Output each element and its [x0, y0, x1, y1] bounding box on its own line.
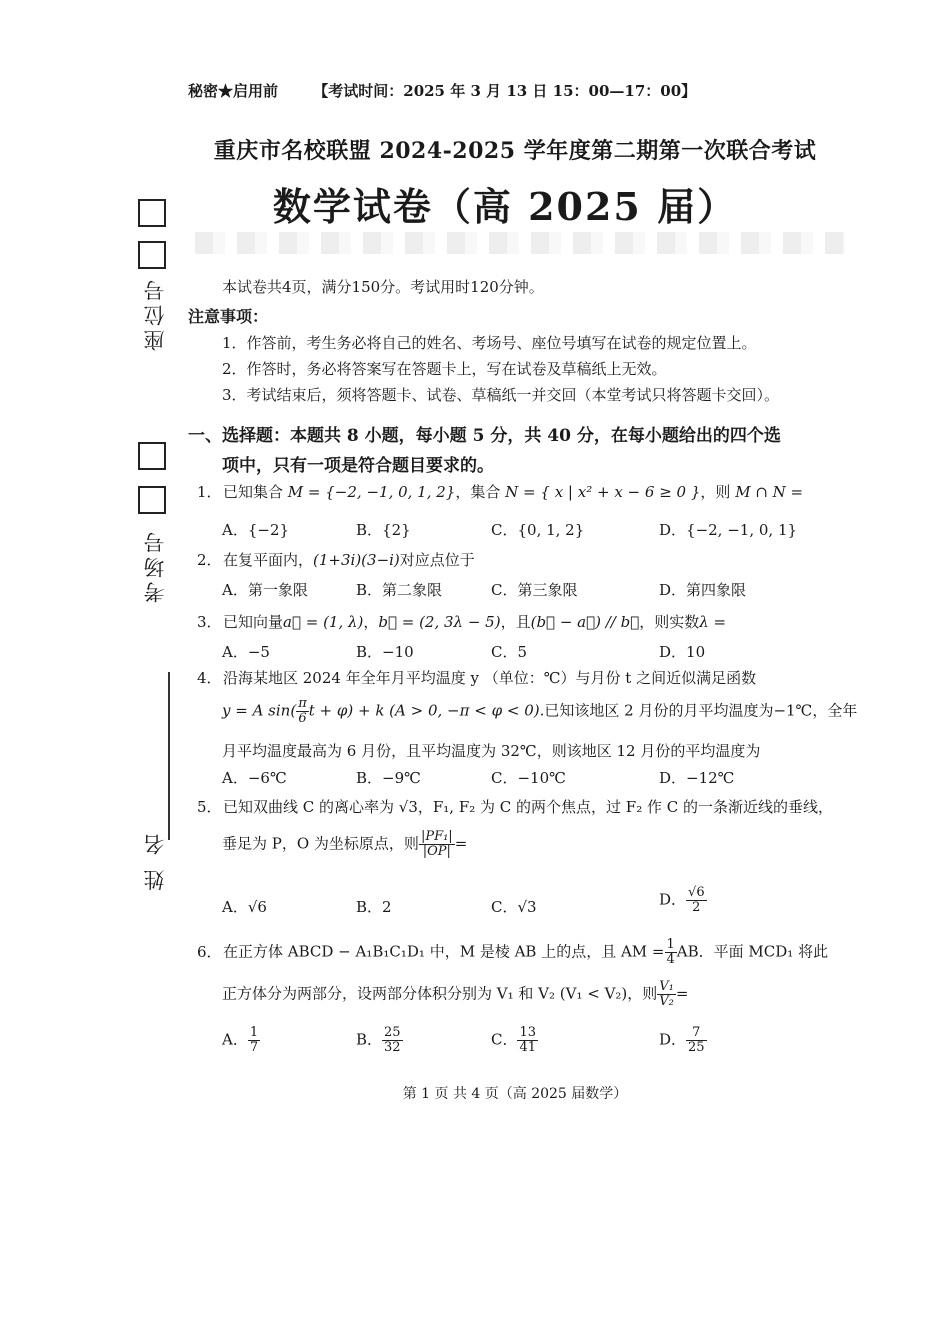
question-number: 2．: [197, 551, 222, 569]
vector-a: a⃗ = (1, λ): [283, 613, 364, 631]
scan-smudge: [195, 232, 845, 254]
question-number: 6．: [197, 942, 222, 961]
question-6: 6．在正方体 ABCD − A₁B₁C₁D₁ 中，M 是棱 AB 上的点，且 AM = $\frac{1}{4}$ AB．平面 MCD₁ 将此: [197, 937, 829, 967]
exam-time: 【考试时间：2025 年 3 月 13 日 15：00—17：00】: [313, 82, 697, 100]
notice-item: 2．作答时，务必将答案写在答题卡上，写在试卷及草稿纸上无效。: [222, 360, 667, 378]
section-heading-cont: 项中，只有一项是符合题目要求的。: [222, 456, 494, 476]
option-a: A．−5: [222, 643, 270, 661]
option-b: B．2: [356, 898, 392, 916]
seat-box-2[interactable]: [138, 241, 166, 269]
option-c: C．{0, 1, 2}: [491, 521, 585, 539]
question-number: 4．: [197, 669, 222, 687]
page-title: 数学试卷（高 2025 届）: [272, 184, 738, 229]
vector-b: b⃗ = (2, 3λ − 5): [378, 613, 501, 631]
notice-title: 注意事项：: [188, 307, 269, 326]
question-5: 5．已知双曲线 C 的离心率为 √3，F₁, F₂ 为 C 的两个焦点，过 F₂ 作 C 的一条渐近线的垂线，: [197, 798, 834, 816]
question-number: 5．: [197, 798, 222, 816]
question-4-cont: 月平均温度最高为 6 月份，且平均温度为 32℃，则该地区 12 月份的平均温度为: [222, 742, 761, 760]
top-note: [188, 80, 696, 101]
option-c: C． $\frac{13}{41}$: [491, 1025, 537, 1055]
option-b: B．第二象限: [356, 581, 443, 599]
seat-box-1[interactable]: [138, 199, 166, 227]
secret-mark: 秘密★启用前: [188, 82, 279, 100]
option-b: B． $\frac{25}{32}$: [356, 1025, 401, 1055]
question-3: 3．已知向量a⃗ = (1, λ)，b⃗ = (2, 3λ − 5)，且(b⃗ − a⃗) // b⃗，则实数λ =: [197, 613, 727, 631]
notice-item: 3．考试结束后，须将答题卡、试卷、草稿纸一并交回（本堂考试只将答题卡交回）。: [222, 386, 780, 404]
set-m: M = {−2, −1, 0, 1, 2}: [287, 483, 456, 501]
school-title: 重庆市名校联盟 2024-2025 学年度第二期第一次联合考试: [213, 138, 817, 164]
option-a: A．{−2}: [222, 521, 290, 539]
notice-item: 1．作答前，考生务必将自己的姓名、考场号、座位号填写在试卷的规定位置上。: [222, 334, 757, 352]
option-b: B．−10: [356, 643, 414, 661]
option-a: A．−6℃: [222, 769, 287, 787]
room-box-1[interactable]: [138, 442, 166, 470]
option-c: C．−10℃: [491, 769, 566, 787]
option-c: C．√3: [491, 898, 537, 916]
option-b: B．−9℃: [356, 769, 421, 787]
option-d: D． $\frac{√6}{2}$: [659, 885, 705, 915]
question-6-cont: 正方体分为两部分，设两部分体积分别为 V₁ 和 V₂ (V₁ < V₂)，则 $\frac{\text{V₁}}{\text{V₂}}$ =: [222, 979, 689, 1009]
seat-label: 座位号: [143, 276, 167, 351]
option-c: C．5: [491, 643, 528, 661]
question-number: 1．: [197, 483, 222, 501]
question-4-formula: y = A sin( $\frac{\pi}{6}$ t + φ) + k (A > 0, −π < φ < 0).已知该地区 2 月份的月平均温度为−1℃，全年: [222, 696, 858, 726]
option-d: D．第四象限: [659, 581, 747, 599]
option-a: A． $\frac{1}{7}$: [222, 1025, 259, 1055]
name-field-line[interactable]: [168, 672, 170, 840]
option-d: D．10: [659, 643, 706, 661]
question-1: 1．已知集合 M = {−2, −1, 0, 1, 2}，集合 N = { x | x² + x − 6 ≥ 0 }，则 M ∩ N =: [197, 483, 804, 501]
section-heading: 一、选择题：本题共 8 小题，每小题 5 分，共 40 分，在每小题给出的四个选: [188, 426, 781, 446]
option-d: D．{−2, −1, 0, 1}: [659, 521, 798, 539]
question-4: 4．沿海某地区 2024 年全年月平均温度 y （单位：℃）与月份 t 之间近似满足函数: [197, 669, 757, 687]
room-box-2[interactable]: [138, 486, 166, 514]
option-b: B．{2}: [356, 521, 411, 539]
option-c: C．第三象限: [491, 581, 578, 599]
question-2: 2．在复平面内，(1+3i)(3−i)对应点位于: [197, 551, 475, 569]
option-a: A．√6: [222, 898, 267, 916]
page-footer: 第 1 页 共 4 页（高 2025 届数学）: [402, 1086, 628, 1102]
name-label: 姓 名: [143, 830, 167, 891]
option-a: A．第一象限: [222, 581, 308, 599]
option-d: D．−12℃: [659, 769, 735, 787]
option-d: D． $\frac{7}{25}$: [659, 1025, 705, 1055]
set-n: N = { x | x² + x − 6 ≥ 0 }: [505, 483, 701, 501]
question-5-cont: 垂足为 P，O 为坐标原点，则 $\frac{\text{|PF₁|}}{|OP|}$ =: [222, 829, 468, 859]
room-label: 考场号: [143, 528, 167, 603]
question-number: 3．: [197, 613, 222, 631]
intro-text: 本试卷共4页，满分150分。考试用时120分钟。: [222, 278, 544, 296]
